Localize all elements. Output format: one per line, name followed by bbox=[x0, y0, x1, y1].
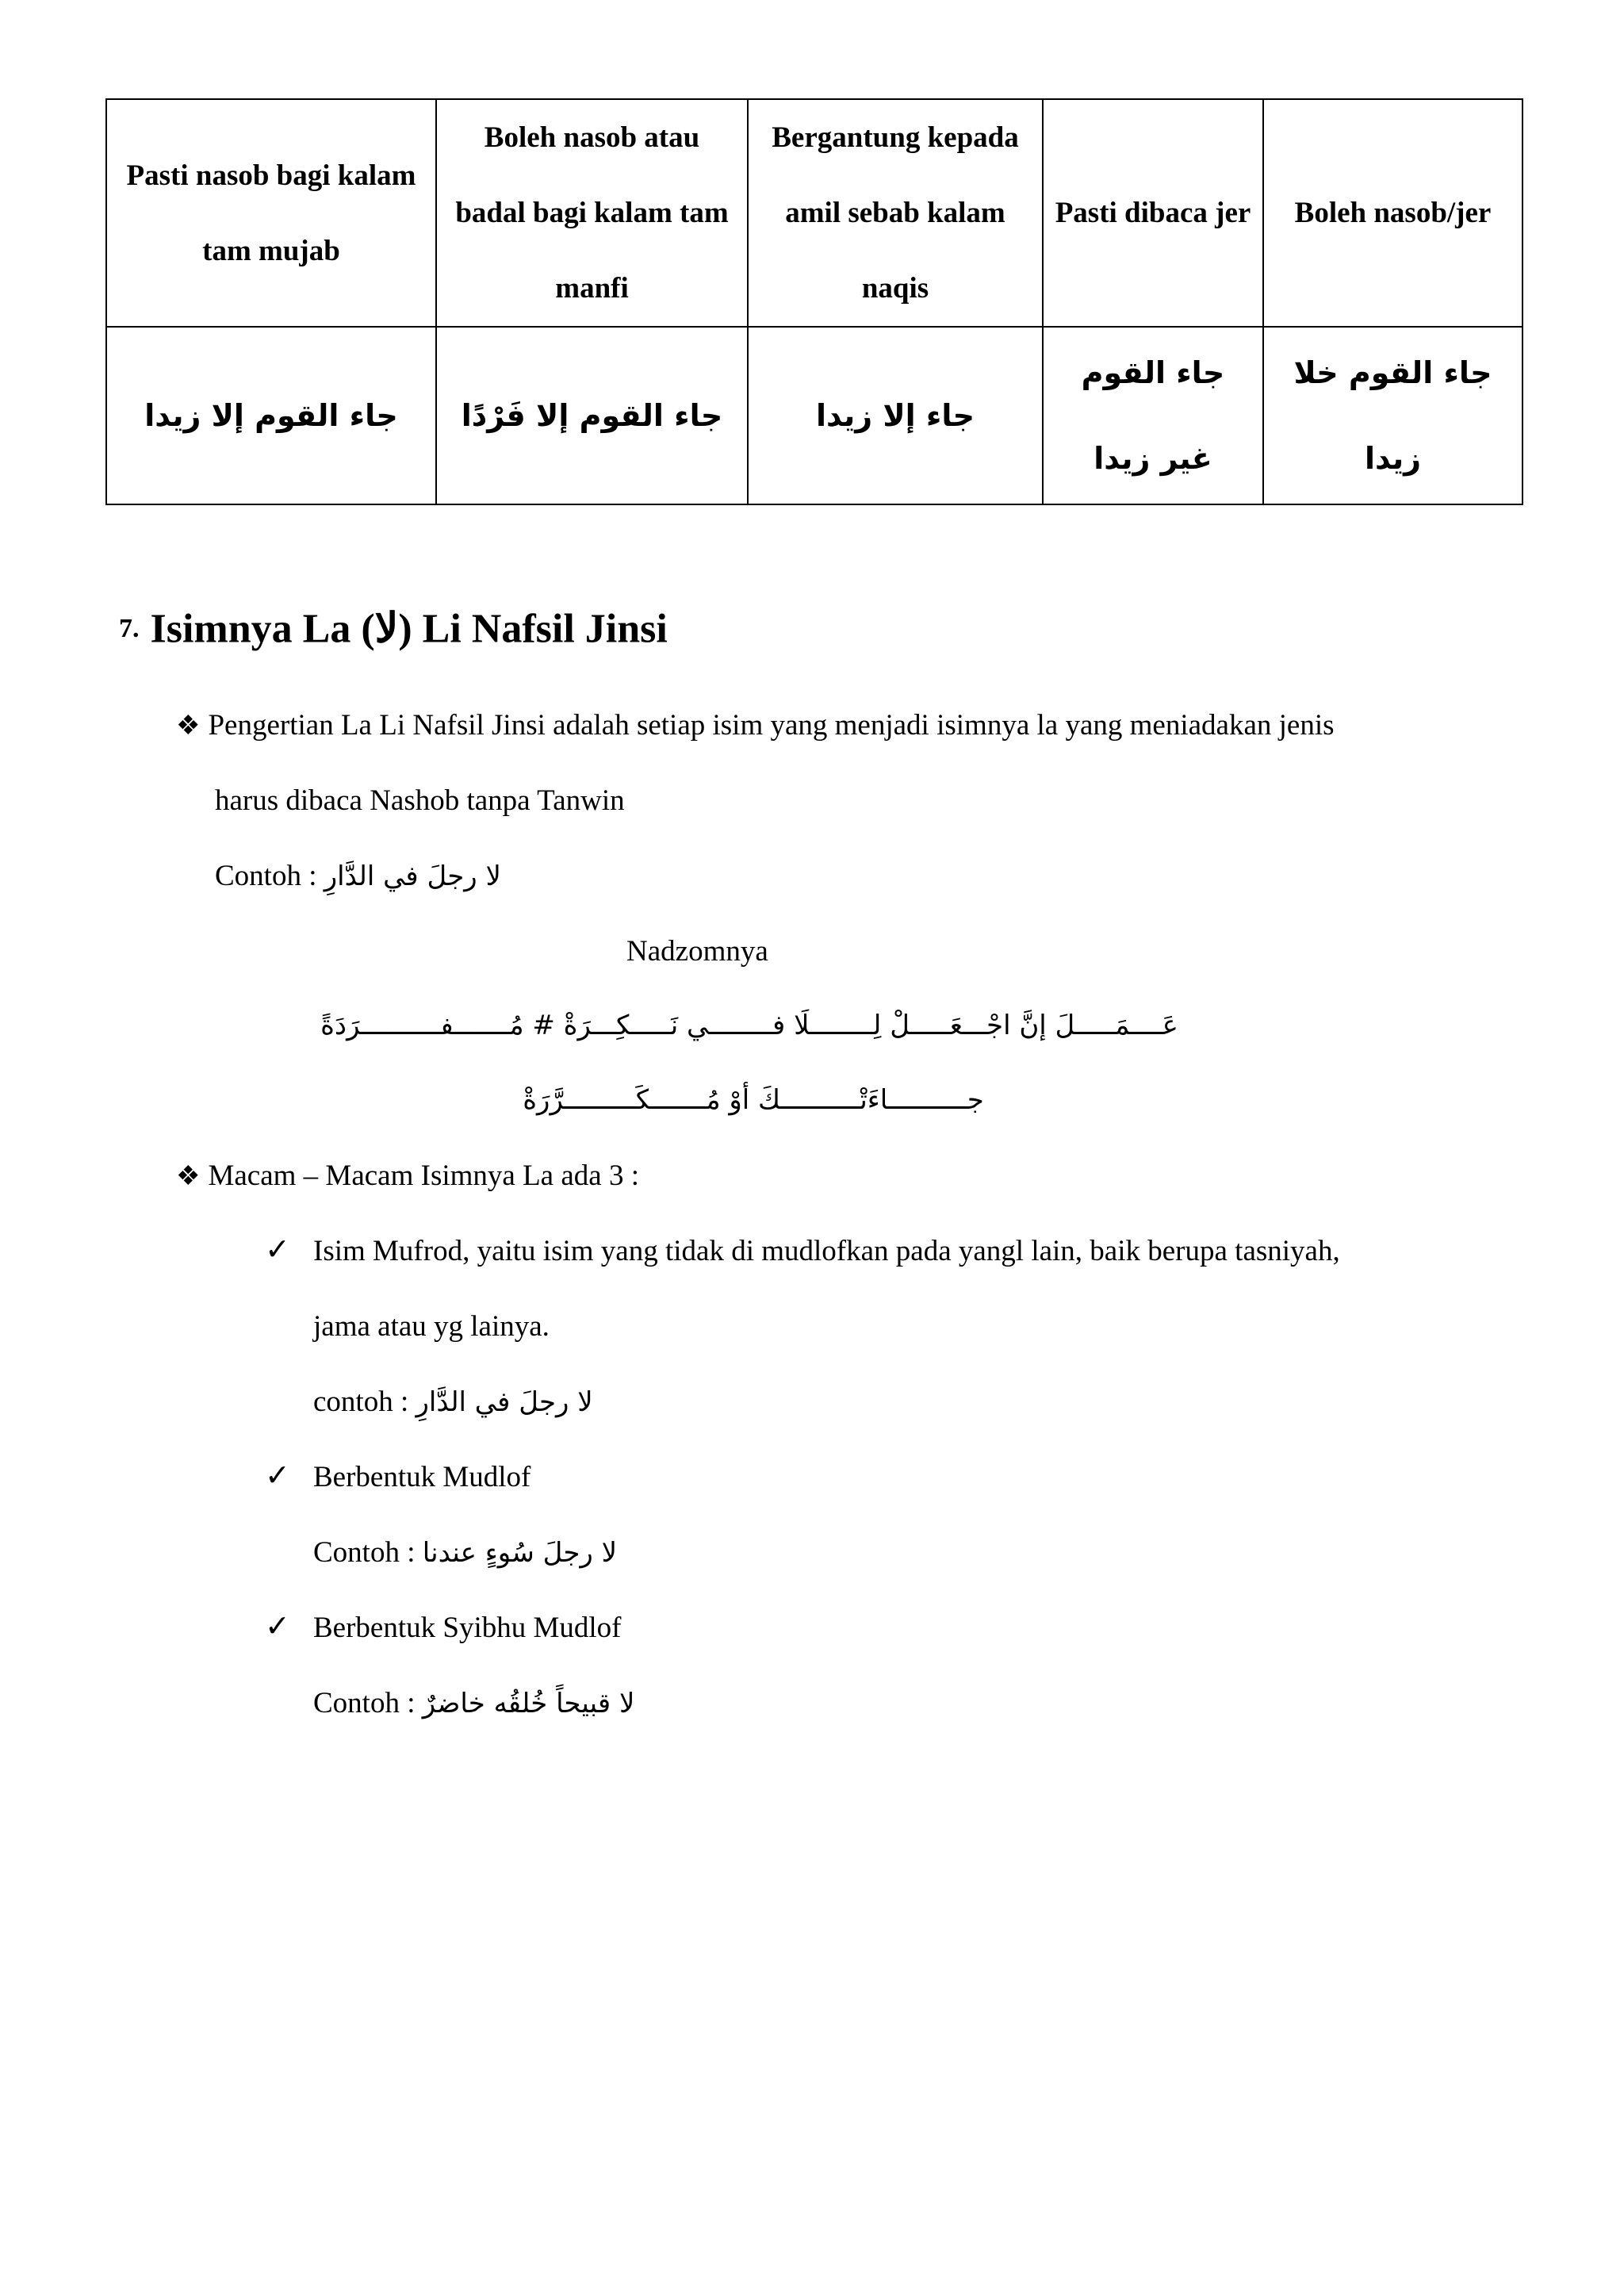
nadzom-verse-1: عَــــمَـــــلَ إنَّ اجْـــعَـــــلْ لِــــــــلَا فــــــــي نَـــــكِـــرَةْ # مُـــــــفــــــــــرَدَةً bbox=[320, 1010, 1178, 1041]
kind-item-3-title: Berbentuk Syibhu Mudlof bbox=[313, 1612, 622, 1644]
table-header-cell: Boleh nasob/jer bbox=[1263, 99, 1522, 327]
table-example-cell: جاء القوم إلا زيدا bbox=[106, 327, 436, 504]
kinds-heading bbox=[176, 1156, 639, 1197]
section-title: Isimnya La (لا) Li Nafsil Jinsi bbox=[150, 606, 668, 652]
exception-table bbox=[105, 98, 1523, 505]
example-arabic: لا قبيحاً خُلقُه خاضرٌ bbox=[422, 1688, 635, 1719]
nadzom-title: Nadzomnya bbox=[626, 935, 768, 968]
table-header-cell: Boleh nasob atau badal bagi kalam tam manfi bbox=[436, 99, 748, 327]
checkmark-icon: ✓ bbox=[265, 1459, 290, 1493]
example-label: contoh : bbox=[313, 1386, 409, 1418]
definition-line-1 bbox=[176, 706, 1335, 746]
diamond-bullet-icon: ❖ bbox=[176, 711, 201, 741]
table-header-cell: Pasti nasob bagi kalam tam mujab bbox=[106, 99, 436, 327]
nadzom-verse-2: جــــــــــاءَتْــــــــــكَ أوْ مُـــــــكَـــــــــرَّرَةْ bbox=[523, 1084, 984, 1116]
table-example-cell: جاء القوم إلا فَرْدًا bbox=[436, 327, 748, 504]
table-header-row bbox=[106, 99, 1522, 327]
diamond-bullet-icon: ❖ bbox=[176, 1162, 201, 1191]
table-header-cell: Pasti dibaca jer bbox=[1043, 99, 1263, 327]
definition-example bbox=[215, 857, 501, 896]
definition-text: Pengertian La Li Nafsil Jinsi adalah setiap isim yang menjadi isimnya la yang meniadakan jenis bbox=[208, 709, 1335, 742]
section-number: 7. bbox=[119, 614, 140, 644]
kind-item-1-line-2: jama atau yg lainya. bbox=[313, 1310, 550, 1343]
checkmark-icon: ✓ bbox=[265, 1233, 290, 1267]
kinds-title: Macam – Macam Isimnya La ada 3 : bbox=[208, 1159, 639, 1192]
table-example-cell: جاء إلا زيدا bbox=[748, 327, 1043, 504]
kind-item-3-example bbox=[313, 1684, 634, 1723]
example-arabic: لا رجلَ سُوءٍ عندنا bbox=[422, 1537, 618, 1569]
definition-line-2: harus dibaca Nashob tanpa Tanwin bbox=[215, 784, 625, 817]
table-example-cell: جاء القوم خلا زيدا bbox=[1263, 327, 1522, 504]
table-example-cell: جاء القوم غير زيدا bbox=[1043, 327, 1263, 504]
kind-item-2-example bbox=[313, 1533, 617, 1573]
kind-item-2-title: Berbentuk Mudlof bbox=[313, 1461, 531, 1493]
kind-item-1-example bbox=[313, 1382, 593, 1422]
section-heading bbox=[119, 601, 668, 657]
example-label: Contoh : bbox=[215, 860, 317, 892]
example-label: Contoh : bbox=[313, 1536, 416, 1569]
example-label: Contoh : bbox=[313, 1687, 416, 1719]
table-example-row bbox=[106, 327, 1522, 504]
example-arabic: لا رجلَ في الدَّارِ bbox=[416, 1386, 593, 1418]
example-arabic: لا رجلَ في الدَّارِ bbox=[324, 861, 501, 892]
kind-item-1-line-1: Isim Mufrod, yaitu isim yang tidak di mudlofkan pada yangl lain, baik berupa tasniyah, bbox=[313, 1235, 1340, 1267]
checkmark-icon: ✓ bbox=[265, 1610, 290, 1643]
table-header-cell: Bergantung kepada amil sebab kalam naqis bbox=[748, 99, 1043, 327]
